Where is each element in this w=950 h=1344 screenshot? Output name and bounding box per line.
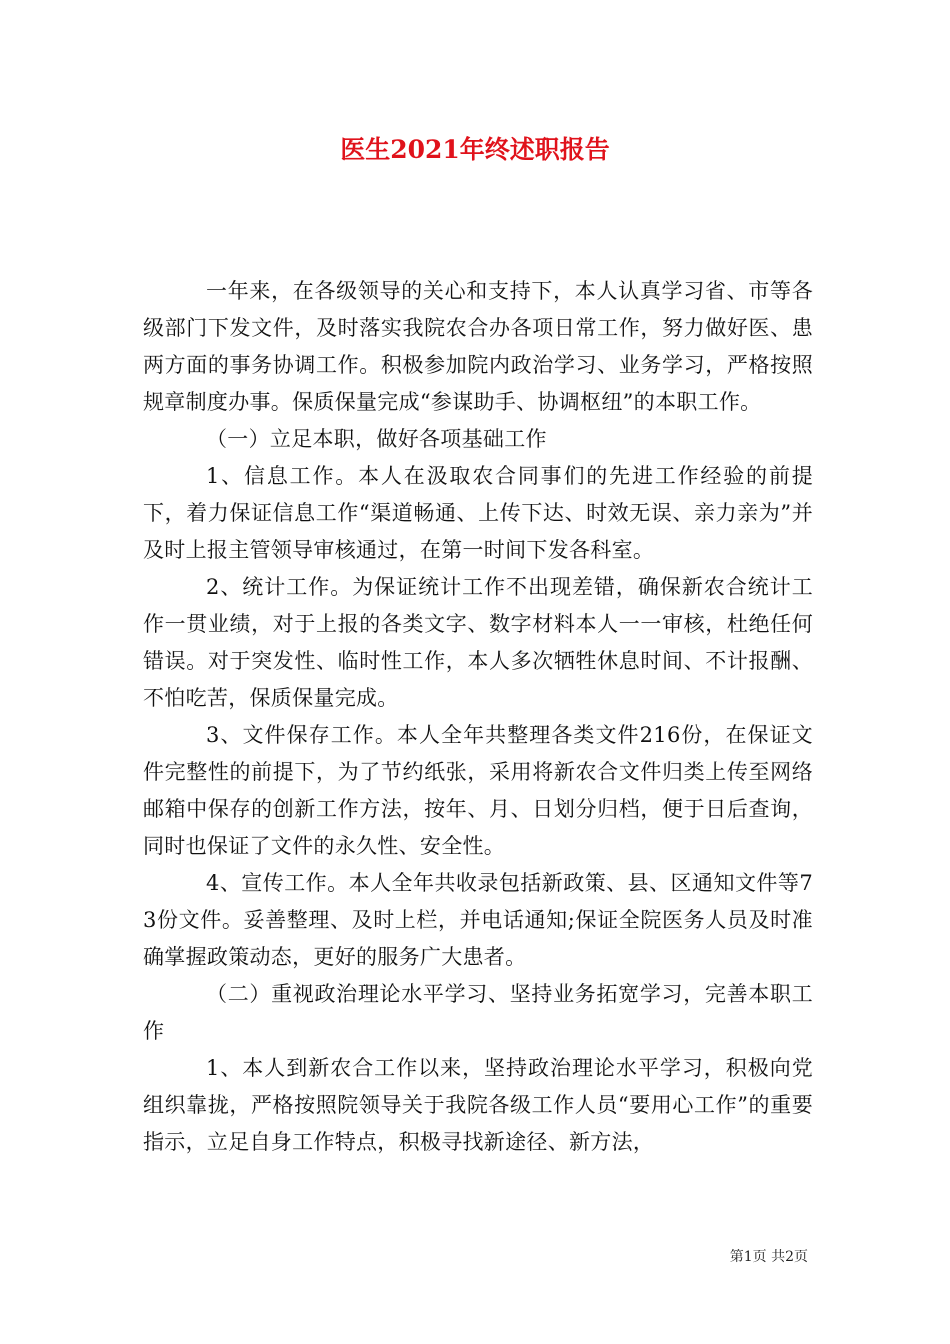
paragraph-statistics-work: 2、统计工作。为保证统计工作不出现差错，确保新农合统计工作一贯业绩，对于上报的各类文字、数字材料本人一一审核，杜绝任何错误。对于突发性、临时性工作，本人多次牺牲休息时间、不计报酬、不怕吃苦，保质保量完成。 bbox=[143, 575, 813, 710]
document-title: 医生2021年终述职报告 bbox=[340, 135, 610, 164]
section-heading-2: （二）重视政治理论水平学习、坚持业务拓宽学习，完善本职工作 bbox=[143, 982, 813, 1043]
paragraph-info-work: 1、信息工作。本人在汲取农合同事们的先进工作经验的前提下，着力保证信息工作“渠道畅通、上传下达、时效无误、亲力亲为”并及时上报主管领导审核通过，在第一时间下发各科室。 bbox=[143, 464, 813, 562]
paragraph-intro: 一年来，在各级领导的关心和支持下，本人认真学习省、市等各级部门下发文件，及时落实我院农合办各项日常工作，努力做好医、患两方面的事务协调工作。积极参加院内政治学习、业务学习，严格按照规章制度办事。保质保量完成“参谋助手、协调枢纽”的本职工作。 bbox=[143, 279, 813, 414]
section-heading-1: （一）立足本职，做好各项基础工作 bbox=[206, 427, 547, 451]
document-body bbox=[143, 273, 813, 1161]
paragraph-political-study: 1、本人到新农合工作以来，坚持政治理论水平学习，积极向党组织靠拢，严格按照院领导关于我院各级工作人员“要用心工作”的重要指示，立足自身工作特点，积极寻找新途径、新方法， bbox=[143, 1056, 813, 1154]
paragraph-file-storage-work: 3、文件保存工作。本人全年共整理各类文件216份，在保证文件完整性的前提下，为了节约纸张，采用将新农合文件归类上传至网络邮箱中保存的创新工作方法，按年、月、日划分归档，便于日后查询，同时也保证了文件的永久性、安全性。 bbox=[143, 723, 813, 858]
paragraph-publicity-work: 4、宣传工作。本人全年共收录包括新政策、县、区通知文件等73份文件。妥善整理、及时上栏，并电话通知;保证全院医务人员及时准确掌握政策动态，更好的服务广大患者。 bbox=[143, 871, 813, 969]
page-number: 第1页 共2页 bbox=[729, 1249, 808, 1265]
